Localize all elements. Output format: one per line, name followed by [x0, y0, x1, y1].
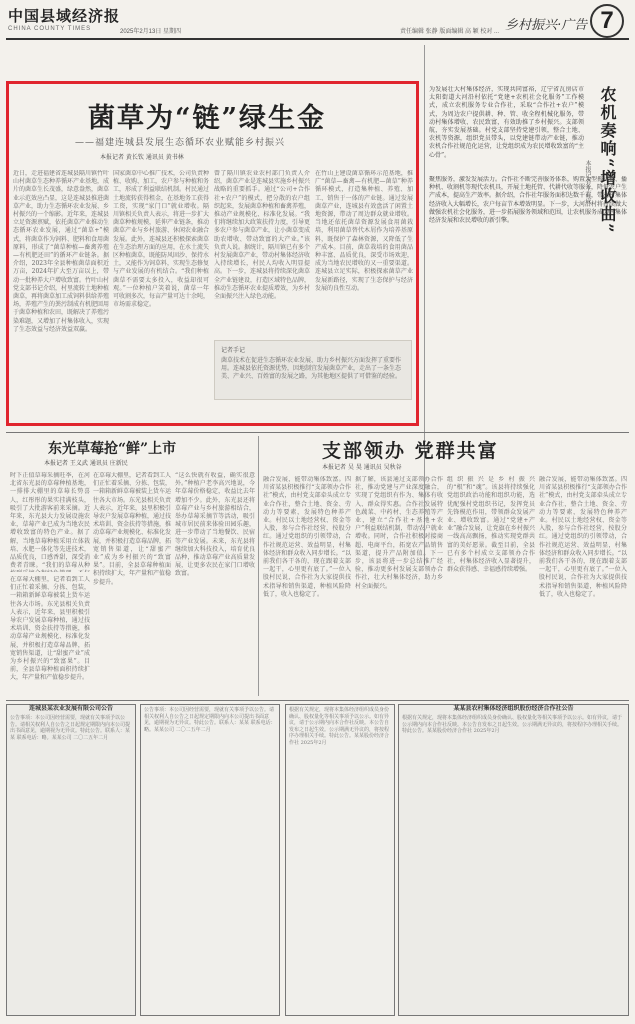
mid-announcement-text: 根据有关规定，现将本集体经济组织成员身份确认、股权量化等相关事项予以公示。如有异议，请于公示期内向本合作社反映。本公告自发布之日起生效。公示期满无异议的，将按程序办理相关手续。特此公告。某某股份经济合作社 2025年2月 — [289, 707, 390, 746]
article3-headline: 支部领办 党群共富 — [322, 440, 499, 462]
right-announcement — [398, 704, 629, 1016]
lead-col-1: 近日，走进福建省连城县隔川镇竹叶山村菌草生态种养循环产业基地，成片的菌草生长茂盛，绿意盎然，菌草业示范效应凸显，这是连城县推进菌草产业，助力生态循环农业发展、乡村振兴的一个缩影。近年来，连城县立足资源禀赋，依托菌草产业推动生态循环农业发展，通过“菌草+”模式，将菌草作为饲料、肥料和食用菌原料，形成了“菌草种植—畜禽养殖—有机肥还田”的循环产业链条。据介绍，2023年全县种植菌草面积近万亩，2024年扩大至万亩以上，带动一批种养大户增收致富。竹叶山村党支部书记介绍，村里流转土地种植菌草，再将菌草加工成饲料供给养殖场，养殖产生的粪污制成有机肥回用于菌草种植和农田，既解决了养殖污染难题，又增加了村集体收入，实现了生态效益与经济效益双赢。 — [13, 170, 109, 333]
ads-rule — [6, 700, 629, 701]
right-article-col-2: 聚焦服务，激发发展活力。合作社不断完善服务体系，购置大型拖拉机、播种机、收割机等现代农机具，开展土地托管、代耕代收等服务，降低农户生产成本，提高生产效率。据介绍，合作社年服务面积达数千亩，带动村集体经济收入大幅增长，农户每亩节本增效明显。下一步，大河沿村将持续做大做强农机社会化服务，进一步拓展服务领域和范围，让农机服务成为村集体经济发展和农民增收的新引擎。 — [429, 176, 627, 225]
section-rule — [6, 432, 629, 433]
mid-announcement — [285, 704, 395, 1016]
article2-col-1: 时下正值草莓采摘旺季，在河北省东光县的草莓种植基地，一排排大棚里的草莓长势喜人，红彤彤的果实挂满枝头，吸引了大批游客前来采摘。近年来，东光县大力发展设施农业，草莓产业已成为当地农民增收致富的特色产业。据了解，当地草莓种植采用立体栽培、水肥一体化等先进技术，品质优良，口感香甜，深受消费者青睐。“我们的草莓从种 — [10, 472, 90, 570]
right-announcement-text: 根据有关规定，现将本集体经济组织成员身份确认、股权量化等相关事项予以公示。如有异议，请于公示期内向本合作社反映。本公告自发布之日起生效。公示期满无异议的，将按程序办理相关手续。特此公告。某某股份经济合作社 2025年2月 — [402, 715, 623, 735]
left-announcement-2-text: 公告事项：本公司因经营需要，现就有关事项予以公告。请相关权利人自公告之日起规定期限内向本公司提出书面意见，逾期视为无异议。特此公告。联系人：某某 联系电话：略。某某公司 二〇二五年二月 — [144, 707, 276, 733]
section-label: 乡村振兴·广告 — [505, 18, 588, 33]
lead-subheadline: ——福建连城县发展生态循环农业赋能乡村振兴 — [75, 138, 286, 148]
article2-col-3: “这么快就有收益，确实很意外。”种植户老李高兴地说，今年草莓价格稳定，收益比去年增加不少。此外，东光县还将草莓产业与乡村旅游相结合，举办草莓采摘节等活动，吸引城市居民前来体验田园乐趣，进一步带动了当地餐饮、民宿等产业发展。未来，东光县将继续加大科技投入，培育优良品种，推动草莓产业高质量发展，让更多农民在家门口增收致富。 — [175, 472, 255, 578]
lead-col-2: 国家菌草中心推广技术，公司负责种植、收购、加工，农户参与种植和务工，形成了利益联结机制。村民通过土地流转获得租金，在基地务工获得工资，实现“家门口”就业增收。隔川镇相关负责人表示，将进一步扩大菌草种植规模，延伸产业链条，推动菌草产业与乡村旅游、休闲农业融合发展。此外，连城县还积极探索菌草在生态治理方面的应用，在水土流失区种植菌草，既能防风固沙、保持水土，又能作为饲草料，实现生态修复与产业发展的有机结合。“我们种植菌草不需要太多投入，收益却很可观。”一位种植户笑着说，菌草一年可收割多次，每亩产量可达十余吨，市场需求稳定。 — [113, 170, 209, 309]
newspaper-english-title: CHINA COUNTY TIMES — [8, 26, 92, 32]
reporter-note-title: 记者手记 — [221, 347, 246, 354]
masthead-rule — [6, 38, 629, 40]
article2-headline: 东光草莓抢“鲜”上市 — [48, 441, 177, 457]
editors-line: 责任编辑 张静 版面编辑 高 颖 校对 ... — [400, 29, 500, 35]
right-article-byline: 本报记者 王有成 — [584, 160, 591, 204]
lead-byline: 本报记者 黄长钦 通讯员 黄书林 — [100, 154, 184, 161]
reporter-note — [214, 340, 412, 400]
article3-col-3: 组织振兴是乡村振兴的“根”和“魂”。该县将持续强化党组织政治功能和组织功能，选优配强村党组织书记，发挥党员先锋模范作用，带领群众发展产业、增收致富。通过“党建+产业”融合发展，让党旗在乡村振兴一线高高飘扬，推动实现党群共富的美好愿景。截至目前，全县已有多个村成立支部领办合作社，村集体经济收入显著提升，群众获得感、幸福感持续增强。 — [447, 476, 535, 574]
right-article-col-1: 为发展壮大村集体经济，实现共同富裕，辽宁省瓦房店市太阳街道大河沿村依托“党建+农机社会化服务”工作模式，成立农机服务专业合作社，采取“合作社+农户”模式，为周边农户提供耕、种、管、收全程机械化服务，带动村集体增收、农民致富，有效助推了乡村振兴。支部领航，夯实发展基础。村党支部坚持党建引领，整合土地、农机等资源，组织党员带头，以党建链带动产业链，推动农机合作社规范化运营，让党组织成为农民增收致富的“主心骨”。 — [429, 86, 584, 159]
article3-byline: 本报记者 吴 昊 通讯员 吴秋谷 — [322, 464, 402, 471]
left-announcement-text: 公告事项：本公司因经营需要，现就有关事项予以公告。请相关权利人自公告之日起规定期限内向本公司提出书面意见，逾期视为无异议。特此公告。联系人：某某 联系电话：略。某某公司 二〇二五年二月 — [10, 715, 131, 741]
right-article-headline: 农机奏响“增收曲” — [598, 86, 617, 235]
reporter-note-text: 菌草技术在促进生态循环农业发展、助力乡村振兴方面发挥了重要作用。连城县依托资源优势，因地制宜发展菌草产业，走出了一条生态美、产业兴、百姓富的发展之路，为其他地区提供了可借鉴的经验。 — [221, 357, 402, 380]
article2-byline: 本报记者 王义武 通讯员 庄新民 — [44, 460, 128, 467]
issue-date: 2025年2月13日 星期四 — [120, 29, 182, 35]
article2-col-2: 在草莓大棚里，记者看到工人们正忙着采摘、分拣、包装，一箱箱新鲜草莓被装上货车运往各大市场。东光县相关负责人表示，近年来，县里积极引导农户发展草莓种植，通过技术培训、资金扶持等措施，推动草莓产业规模化、标准化发展，并积极打造草莓品牌，拓宽销售渠道，让“甜蜜产业”成为乡村振兴的“致富果”。目前，全县草莓种植面积持续扩大，年产量和产值稳步提升。 — [93, 472, 171, 586]
right-announcement-title: 某某县农村集体经济组织股份经济合作社公告 — [453, 705, 574, 712]
left-announcement — [6, 704, 136, 1016]
page-number: 7 — [590, 4, 624, 38]
lead-col-4: 在竹山上建设菌草循环示范基地，推广“菌草—畜禽—有机肥—菌草”种养循环模式，打造集种植、养殖、加工、销售于一体的产业链。通过发展菌草产业，连城县有效盘活了闲置土地资源，带动了周边群众就业增收。当地还依托菌草资源发展食用菌栽培，利用菌草替代木屑作为培养基原料，既保护了森林资源，又降低了生产成本。目前，菌草栽培的食用菌品种丰富、品质优良，深受市场欢迎，成为当地农民增收的又一重要渠道。连城县立足实际，积极探索菌草产业发展新路径，实现了生态保护与经济发展的良性互动。 — [315, 170, 413, 292]
article3-col-1: 融合发展，能带动集体致富。四川省某县积极推行“支部领办合作社”模式，由村党支部牵头成立专业合作社，整合土地、资金、劳动力等要素，发展特色种养产业。村民以土地经营权、资金等入股，参与合作社经营，按股分红。通过党组织的引领带动，合作社规范运营、效益明显，村集体经济和群众收入同步增长。“以前我们各干各的，现在跟着支部一起干，心里更有底了。”一位入股村民说，合作社为大家提供技术指导和销售渠道，种植风险降低了，收入也稳定了。 — [263, 476, 351, 598]
article3-col-2: 据了解，该县通过支部领办合作社，推动党建与产业深度融合，实现了党组织有作为、集体有收入、群众得实惠。合作社发展特色蔬菜、中药材、生态养殖等产业，建立“合作社+基地+农户”利益联结机制，带动农户就业增收。同时，合作社积极对接商超、电商平台，拓宽农产品销售渠道，提升产品附加值。下一步，该县将进一步总结推广经验，推动更多村发展支部领办合作社，壮大村集体经济，助力乡村全面振兴。 — [355, 476, 443, 590]
left-announcement-2 — [140, 704, 280, 1016]
article3-col-4: 融合发展，能带动集体致富。四川省某县积极推行“支部领办合作社”模式，由村党支部牵头成立专业合作社，整合土地、资金、劳动力等要素，发展特色种养产业。村民以土地经营权、资金等入股，参与合作社经营，按股分红。通过党组织的引领带动，合作社规范运营、效益明显，村集体经济和群众收入同步增长。“以前我们各干各的，现在跟着支部一起干，心里更有底了。”一位入股村民说，合作社为大家提供技术指导和销售渠道，种植风险降低了，收入也稳定了。 — [539, 476, 627, 598]
left-announcement-title: 连城县某农业发展有限公司公告 — [28, 705, 113, 712]
column-divider-2 — [258, 436, 259, 696]
newspaper-title: 中国县域经济报 — [8, 7, 121, 25]
article2-col-1b: 在草莓大棚里，记者看到工人们正忙着采摘、分拣、包装，一箱箱新鲜草莓被装上货车运往各大市场。东光县相关负责人表示，近年来，县里积极引导农户发展草莓种植，通过技术培训、资金扶持等措施，推动草莓产业规模化、标准化发展，并积极打造草莓品牌，拓宽销售渠道，让“甜蜜产业”成为乡村振兴的“致富果”。目前，全县草莓种植面积持续扩大，年产量和产值稳步提升。 — [10, 576, 90, 682]
lead-headline: 菌草为“链”绿生金 — [88, 103, 327, 134]
lead-col-3: 曾了隔川镇农业农村部门负责人介绍，菌草产业是连城县实施乡村振兴战略的重要抓手。通过“公司+合作社+农户”的模式，把分散的农户组织起来，发展菌草种植和畜禽养殖，推动产业规模化、标准化发展。“我们将继续加大政策扶持力度，引导更多农户参与菌草产业，让小菌草变成助农增收、带动致富的大产业。”该负责人说。据统计，隔川镇已有多个村发展菌草产业，带动村集体经济收入持续增长，村民人均收入明显提高。下一步，连城县将持续深化菌草全产业链建设，打造区域特色品牌，推动生态循环农业提质增效，为乡村全面振兴注入绿色动能。 — [214, 170, 310, 301]
